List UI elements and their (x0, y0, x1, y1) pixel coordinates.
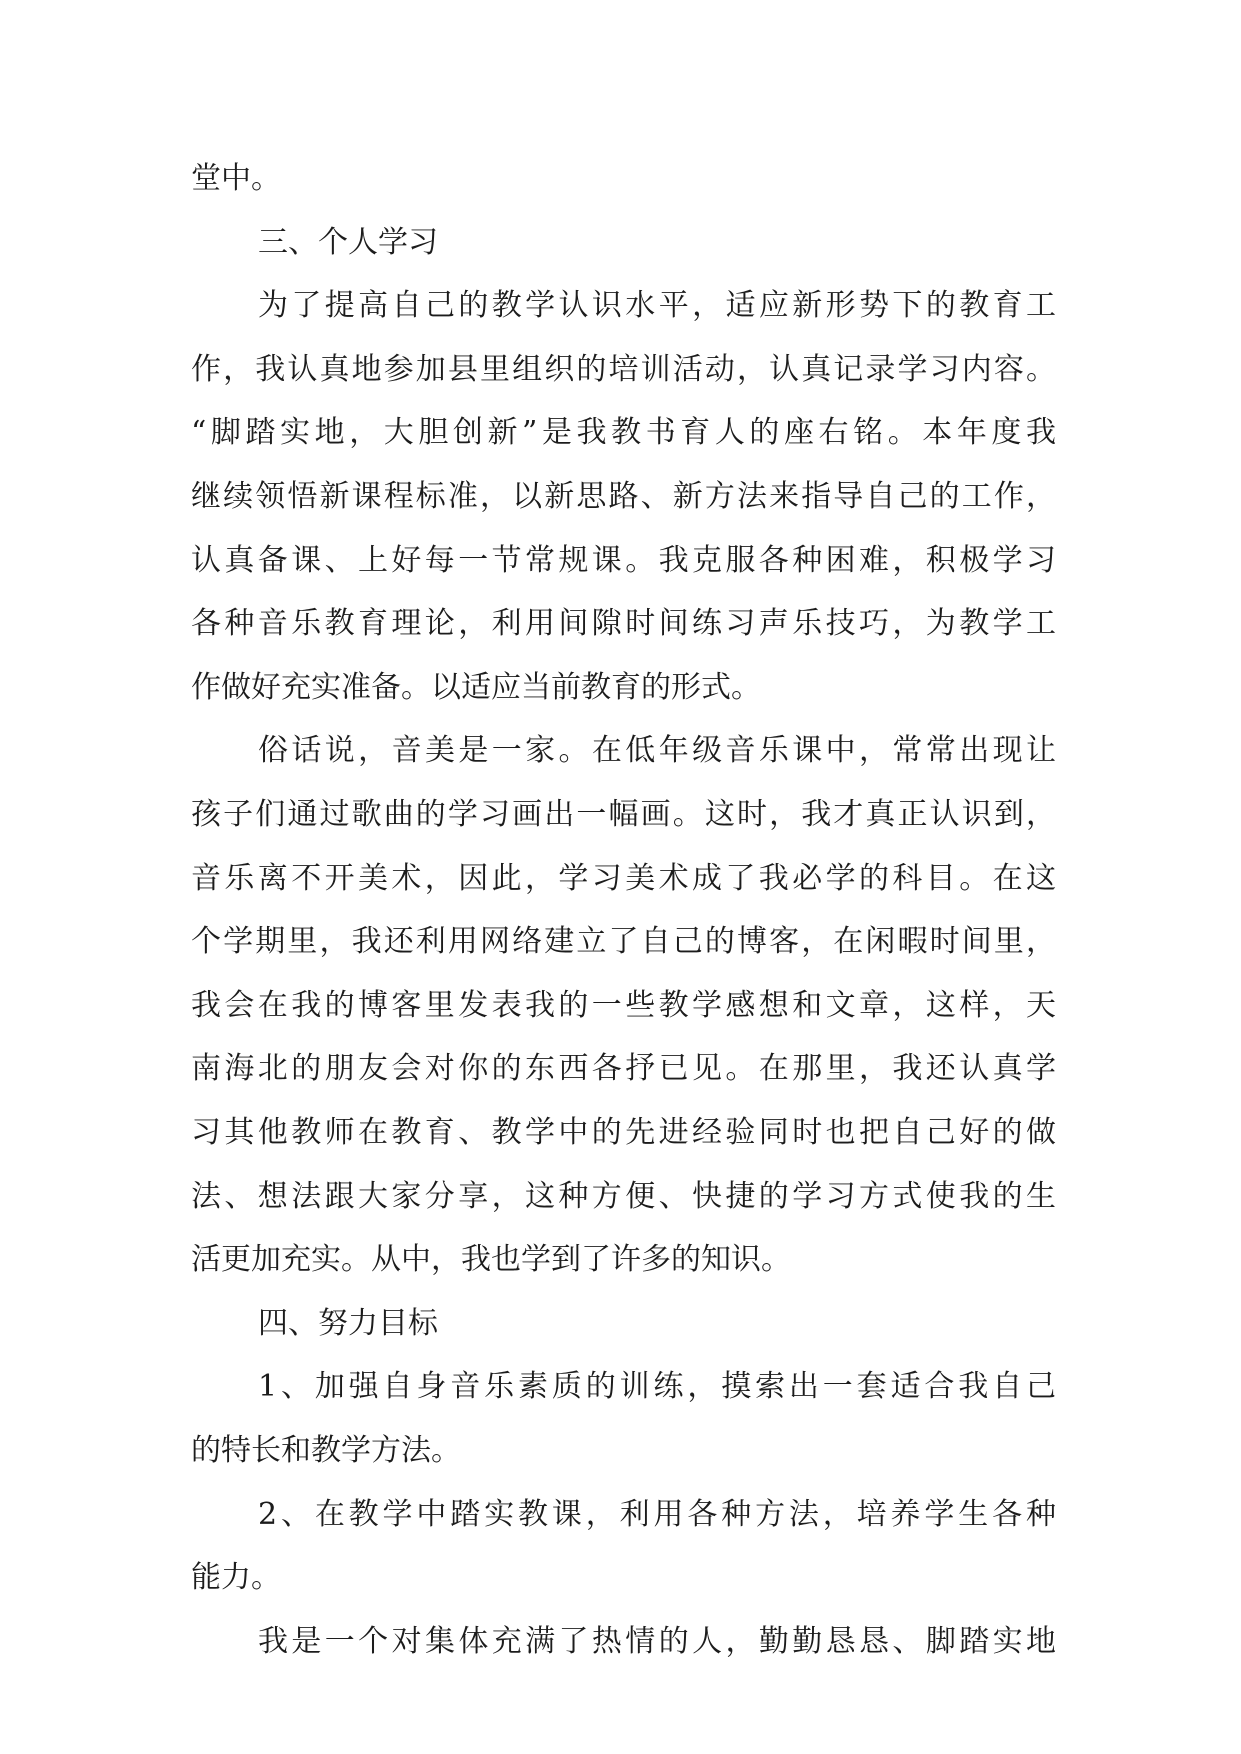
text-line: 为了提高自己的教学认识水平，适应新形势下的教育工 (258, 288, 1056, 323)
text-line: 我会在我的博客里发表我的一些教学感想和文章，这样，天 (191, 988, 1056, 1023)
text-line: 南海北的朋友会对你的东西各抒已见。在那里，我还认真学 (191, 1051, 1056, 1086)
text-line: 我是一个对集体充满了热情的人，勤勤恳恳、脚踏实地 (258, 1624, 1056, 1659)
text-line: 2、在教学中踏实教课，利用各种方法，培养学生各种 (258, 1497, 1056, 1532)
text-line: “脚踏实地，大胆创新”是我教书育人的座右铭。本年度我 (191, 415, 1056, 450)
text-line: 作做好充实准备。以适应当前教育的形式。 (191, 670, 761, 705)
text-line: 习其他教师在教育、教学中的先进经验同时也把自己好的做 (191, 1115, 1056, 1150)
text-line: 1、加强自身音乐素质的训练，摸索出一套适合我自己 (258, 1369, 1056, 1404)
text-line: 音乐离不开美术，因此，学习美术成了我必学的科目。在这 (191, 861, 1056, 896)
text-line: 三、个人学习 (258, 225, 438, 260)
text-line: 活更加充实。从中，我也学到了许多的知识。 (191, 1242, 791, 1277)
text-line: 孩子们通过歌曲的学习画出一幅画。这时，我才真正认识到， (191, 797, 1056, 832)
text-line: 四、努力目标 (258, 1306, 438, 1341)
text-line: 个学期里，我还利用网络建立了自己的博客，在闲暇时间里， (191, 924, 1056, 959)
text-line: 能力。 (191, 1560, 281, 1595)
text-line: 作，我认真地参加县里组织的培训活动，认真记录学习内容。 (191, 352, 1056, 387)
text-line: 继续领悟新课程标准，以新思路、新方法来指导自己的工作， (191, 479, 1056, 514)
text-line: 法、想法跟大家分享，这种方便、快捷的学习方式使我的生 (191, 1179, 1056, 1214)
text-line: 各种音乐教育理论，利用间隙时间练习声乐技巧，为教学工 (191, 606, 1056, 641)
text-line: 俗话说，音美是一家。在低年级音乐课中，常常出现让 (258, 733, 1056, 768)
text-line: 的特长和教学方法。 (191, 1433, 461, 1468)
text-line: 堂中。 (191, 161, 281, 196)
text-line: 认真备课、上好每一节常规课。我克服各种困难，积极学习 (191, 543, 1056, 578)
